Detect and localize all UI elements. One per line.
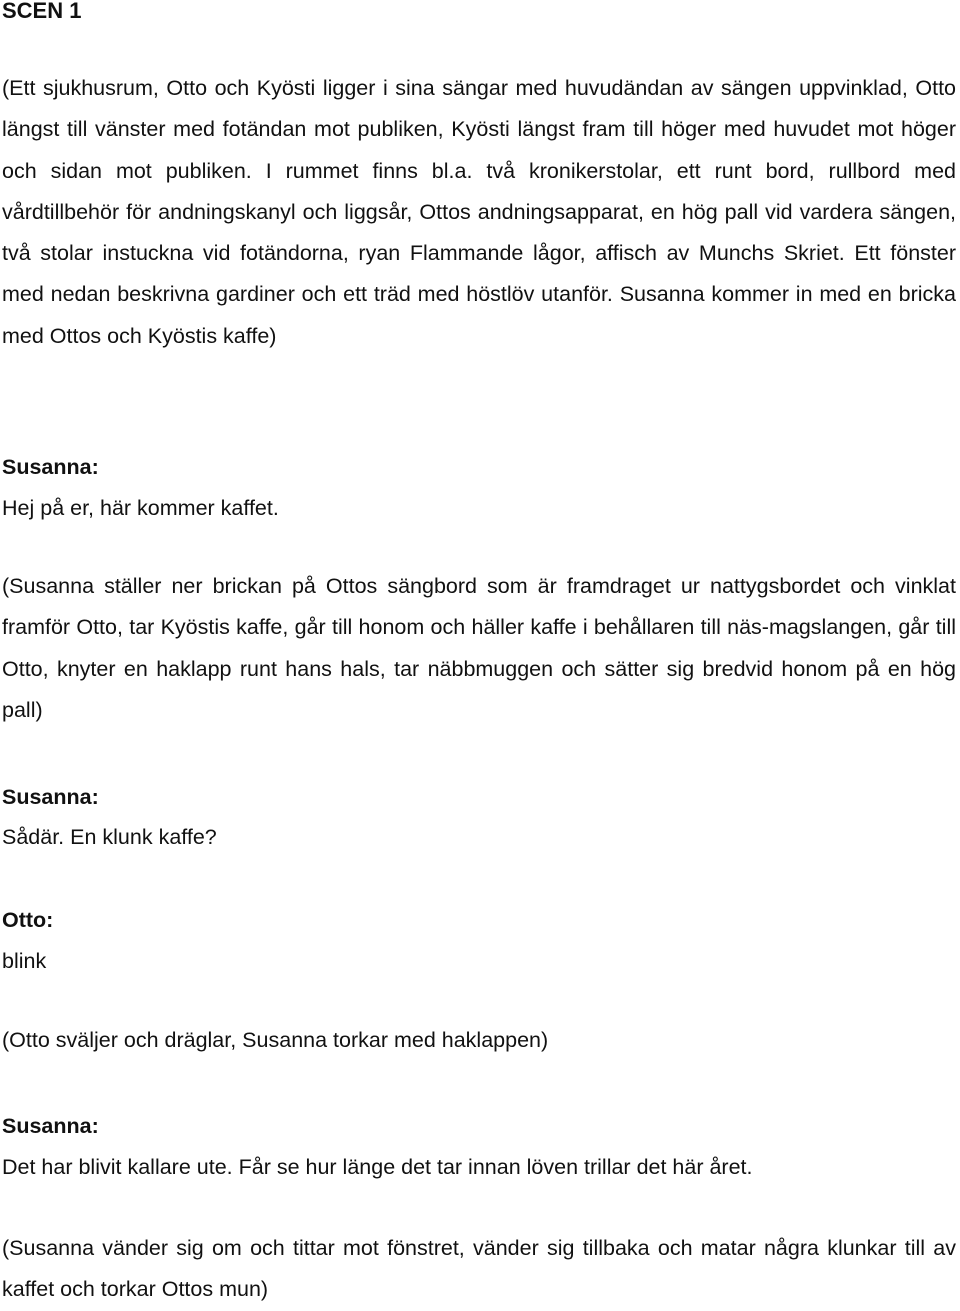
speaker-label-susanna: Susanna: — [2, 455, 99, 479]
speaker-label-susanna: Susanna: — [2, 1114, 99, 1138]
stage-direction-drool: (Otto sväljer och dräglar, Susanna torkar med haklappen) — [2, 1028, 549, 1052]
speaker-label-susanna: Susanna: — [2, 785, 99, 809]
scene-title: SCEN 1 — [2, 0, 82, 23]
dialogue-line-susanna: Hej på er, här kommer kaffet. — [2, 496, 279, 520]
dialogue-line-susanna: Det har blivit kallare ute. Får se hur länge det tar innan löven trillar det här året. — [2, 1155, 753, 1179]
dialogue-line-otto: blink — [2, 949, 47, 973]
dialogue-line-susanna: Sådär. En klunk kaffe? — [2, 825, 217, 849]
speaker-label-otto: Otto: — [2, 908, 54, 932]
stage-direction-window: (Susanna vänder sig om och tittar mot fönstret, vänder sig tillbaka och matar några klunkar till av kaffet och torkar Ottos mun) — [2, 1236, 956, 1302]
stage-direction-opening: (Ett sjukhusrum, Otto och Kyösti ligger i sina sängar med huvudändan av sängen uppvinklad, Otto längst till vänster med fotändan mot publiken, Kyösti längst fram till höger med huvudet mot höger och sidan mot publiken. I rummet finns bl.a. två kronikerstolar, ett runt bord, rullbord med vårdtillbehör för andningskanyl och liggsår, Ottos andningsapparat, en hög pall vid vardera sängen, två stolar instuckna vid fotändorna, ryan Flammande lågor, affisch av Munchs Skriet. Ett fönster med nedan beskrivna gardiner och ett träd med höstlöv utanför. Susanna kommer in med en bricka med Ottos och Kyöstis kaffe) — [2, 76, 956, 348]
stage-direction-coffee: (Susanna ställer ner brickan på Ottos sängbord som är framdraget ur nattygsbordet och vinklat framför Otto, tar Kyöstis kaffe, går till honom och häller kaffe i behållaren till näs-magslangen, går till Otto, knyter en haklapp runt hans hals, tar näbbmuggen och sätter sig bredvid honom på en hög pall) — [2, 574, 956, 722]
